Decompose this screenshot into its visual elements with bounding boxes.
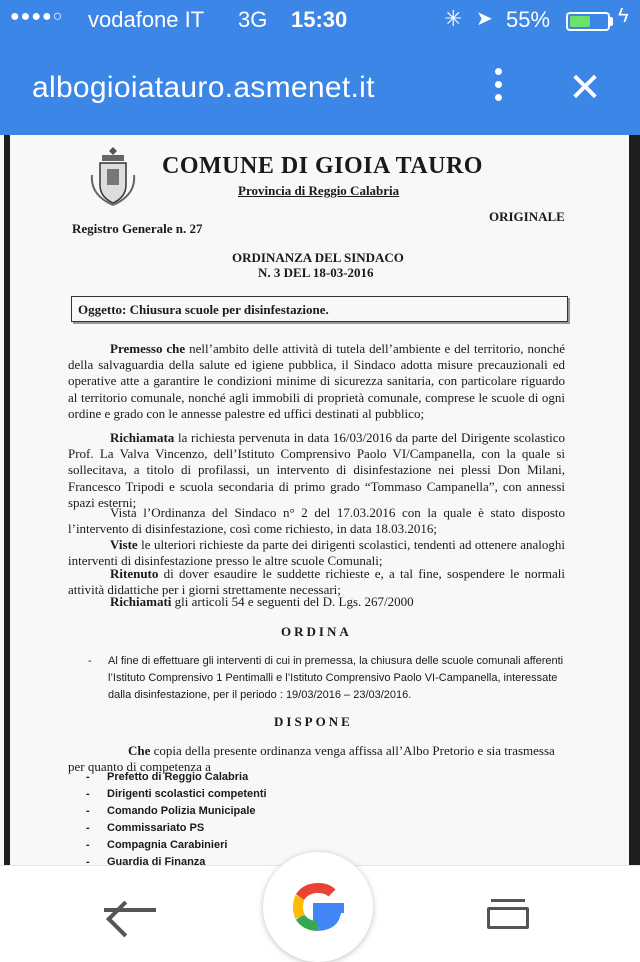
- list-item: [86, 788, 486, 805]
- bullet-dash: -: [86, 856, 90, 865]
- dispone-heading: DISPONE: [274, 714, 353, 729]
- richiamati-lead: Richiamati: [110, 594, 172, 609]
- coat-of-arms-icon: [88, 145, 138, 209]
- viste-lead: Viste: [110, 537, 138, 552]
- recipient-label: Prefetto di Reggio Calabria: [107, 771, 249, 783]
- google-button[interactable]: [263, 852, 373, 962]
- loading-icon: ✳: [444, 6, 463, 31]
- list-item: [86, 771, 486, 788]
- recipients-list: [86, 771, 486, 865]
- ordinance-title: ORDINANZA DEL SINDACO: [232, 250, 404, 265]
- subject-text: Oggetto: Chiusura scuole per disinfestazione.: [78, 302, 329, 317]
- back-arrow-icon[interactable]: [104, 908, 156, 912]
- google-icon: [286, 875, 350, 939]
- ordina-dash: -: [88, 655, 92, 667]
- bottom-toolbar: [0, 865, 640, 961]
- list-item: [86, 822, 486, 839]
- document-view[interactable]: [0, 135, 640, 865]
- original-stamp: ORIGINALE: [489, 209, 565, 224]
- bullet-dash: -: [86, 771, 90, 783]
- richiamata-lead: Richiamata: [110, 430, 175, 445]
- ritenuto-lead: Ritenuto: [110, 566, 159, 581]
- document-edge-left: [4, 135, 10, 865]
- premesso-text: nell’ambito delle attività di tutela dell’ambiente e del territorio, nonché della salvaguardia della salute ed igiene pubblica, il Sindaco adotta misure precauzionali ed operative atte a garantire le condizioni minime di sicurezza sanitaria, con particolare riguardo al territorio comunale, nonché agli immobili di proprietà comunale, comprese le scuole di ogni ordine e grado con le annesse palestre ed uffici destinati al pubblico;: [68, 341, 565, 421]
- signal-strength: ●●●●○: [10, 8, 64, 25]
- list-item: [86, 805, 486, 822]
- charging-icon: ϟ: [618, 5, 629, 27]
- ordina-heading: ORDINA: [281, 624, 352, 639]
- viste-paragraph: [68, 537, 565, 569]
- vista-paragraph: Vista l’Ordinanza del Sindaco n° 2 del 17.03.2016 con la quale è stato disposto l’intervento di disinfestazione, così come richiesto, in data 18.03.2016;: [68, 505, 565, 537]
- premesso-paragraph: [68, 341, 565, 422]
- battery-tip: [610, 17, 613, 26]
- municipality-title: COMUNE DI GIOIA TAURO: [162, 153, 483, 179]
- province-subtitle: Provincia di Reggio Calabria: [238, 183, 400, 198]
- che-lead: Che: [128, 743, 151, 758]
- che-text: copia della presente ordinanza venga affissa all’Albo Pretorio e sia trasmessa per quanto di competenza a: [68, 743, 555, 774]
- bullet-dash: -: [86, 822, 90, 834]
- close-icon[interactable]: ✕: [568, 66, 602, 110]
- clock: 15:30: [291, 7, 348, 32]
- url-text[interactable]: albogioiatauro.asmenet.it: [32, 71, 375, 104]
- bullet-dash: -: [86, 805, 90, 817]
- battery-fill: [570, 16, 590, 27]
- ordina-text: Al fine di effettuare gli interventi di cui in premessa, la chiusura delle scuole comunali afferenti l’Istituto Comprensivo 1 Pentimalli e l’Istituto Comprensivo Paolo VI-Campanella, interessate dalla disinfestazione, per il periodo : 19/03/2016 – 23/03/2016.: [108, 655, 564, 701]
- status-bar: [0, 0, 640, 42]
- recipient-label: Compagnia Carabinieri: [107, 839, 228, 851]
- register-number: Registro Generale n. 27: [72, 221, 203, 236]
- premesso-lead: Premesso che: [110, 341, 186, 356]
- browser-header: [0, 0, 640, 135]
- richiamati-paragraph: [68, 594, 565, 610]
- carrier-name: vodafone IT: [88, 7, 205, 32]
- subject-box: [71, 296, 568, 322]
- richiamati-text: gli articoli 54 e seguenti del D. Lgs. 267/2000: [171, 594, 414, 609]
- battery-percent: 55%: [506, 7, 551, 32]
- ordinance-number: N. 3 DEL 18-03-2016: [258, 265, 374, 280]
- battery-icon: [566, 12, 610, 31]
- recipient-label: Commissariato PS: [107, 822, 205, 834]
- location-arrow-icon: ➤: [476, 8, 493, 30]
- viste-text: le ulteriori richieste da parte dei dirigenti scolastici, tendenti ad ottenere analoghi interventi di disinfestazione presso le altre scuole Comunali;: [68, 537, 565, 569]
- network-type: 3G: [238, 7, 268, 32]
- more-vert-icon[interactable]: [488, 68, 508, 112]
- richiamata-text: la richiesta pervenuta in data 16/03/2016 da parte del Dirigente scolastico Prof. La Valva Vincenzo, dell’Istituto Comprensivo Paolo VI/Campanella, con la quale si sollecitava, a titolo di profilassi, un intervento di disinfestazione nei plessi Don Milani, Francesco Tripodi e scuola secondaria di primo grado “Tommaso Campanella”, con annessi spazi esterni;: [68, 430, 565, 510]
- recipient-label: Dirigenti scolastici competenti: [107, 788, 267, 800]
- document-edge-right: [629, 135, 640, 865]
- recipient-label: Comando Polizia Municipale: [107, 805, 256, 817]
- recipient-label: Guardia di Finanza: [107, 856, 206, 865]
- bullet-dash: -: [86, 788, 90, 800]
- tabs-icon[interactable]: [487, 899, 529, 929]
- list-item: [86, 839, 486, 856]
- richiamata-paragraph: [68, 430, 565, 511]
- bullet-dash: -: [86, 839, 90, 851]
- ritenuto-text: di dover esaudire le suddette richieste e, a tal fine, sospendere le normali attività didattiche per i giorni strettamente necessari;: [68, 566, 565, 598]
